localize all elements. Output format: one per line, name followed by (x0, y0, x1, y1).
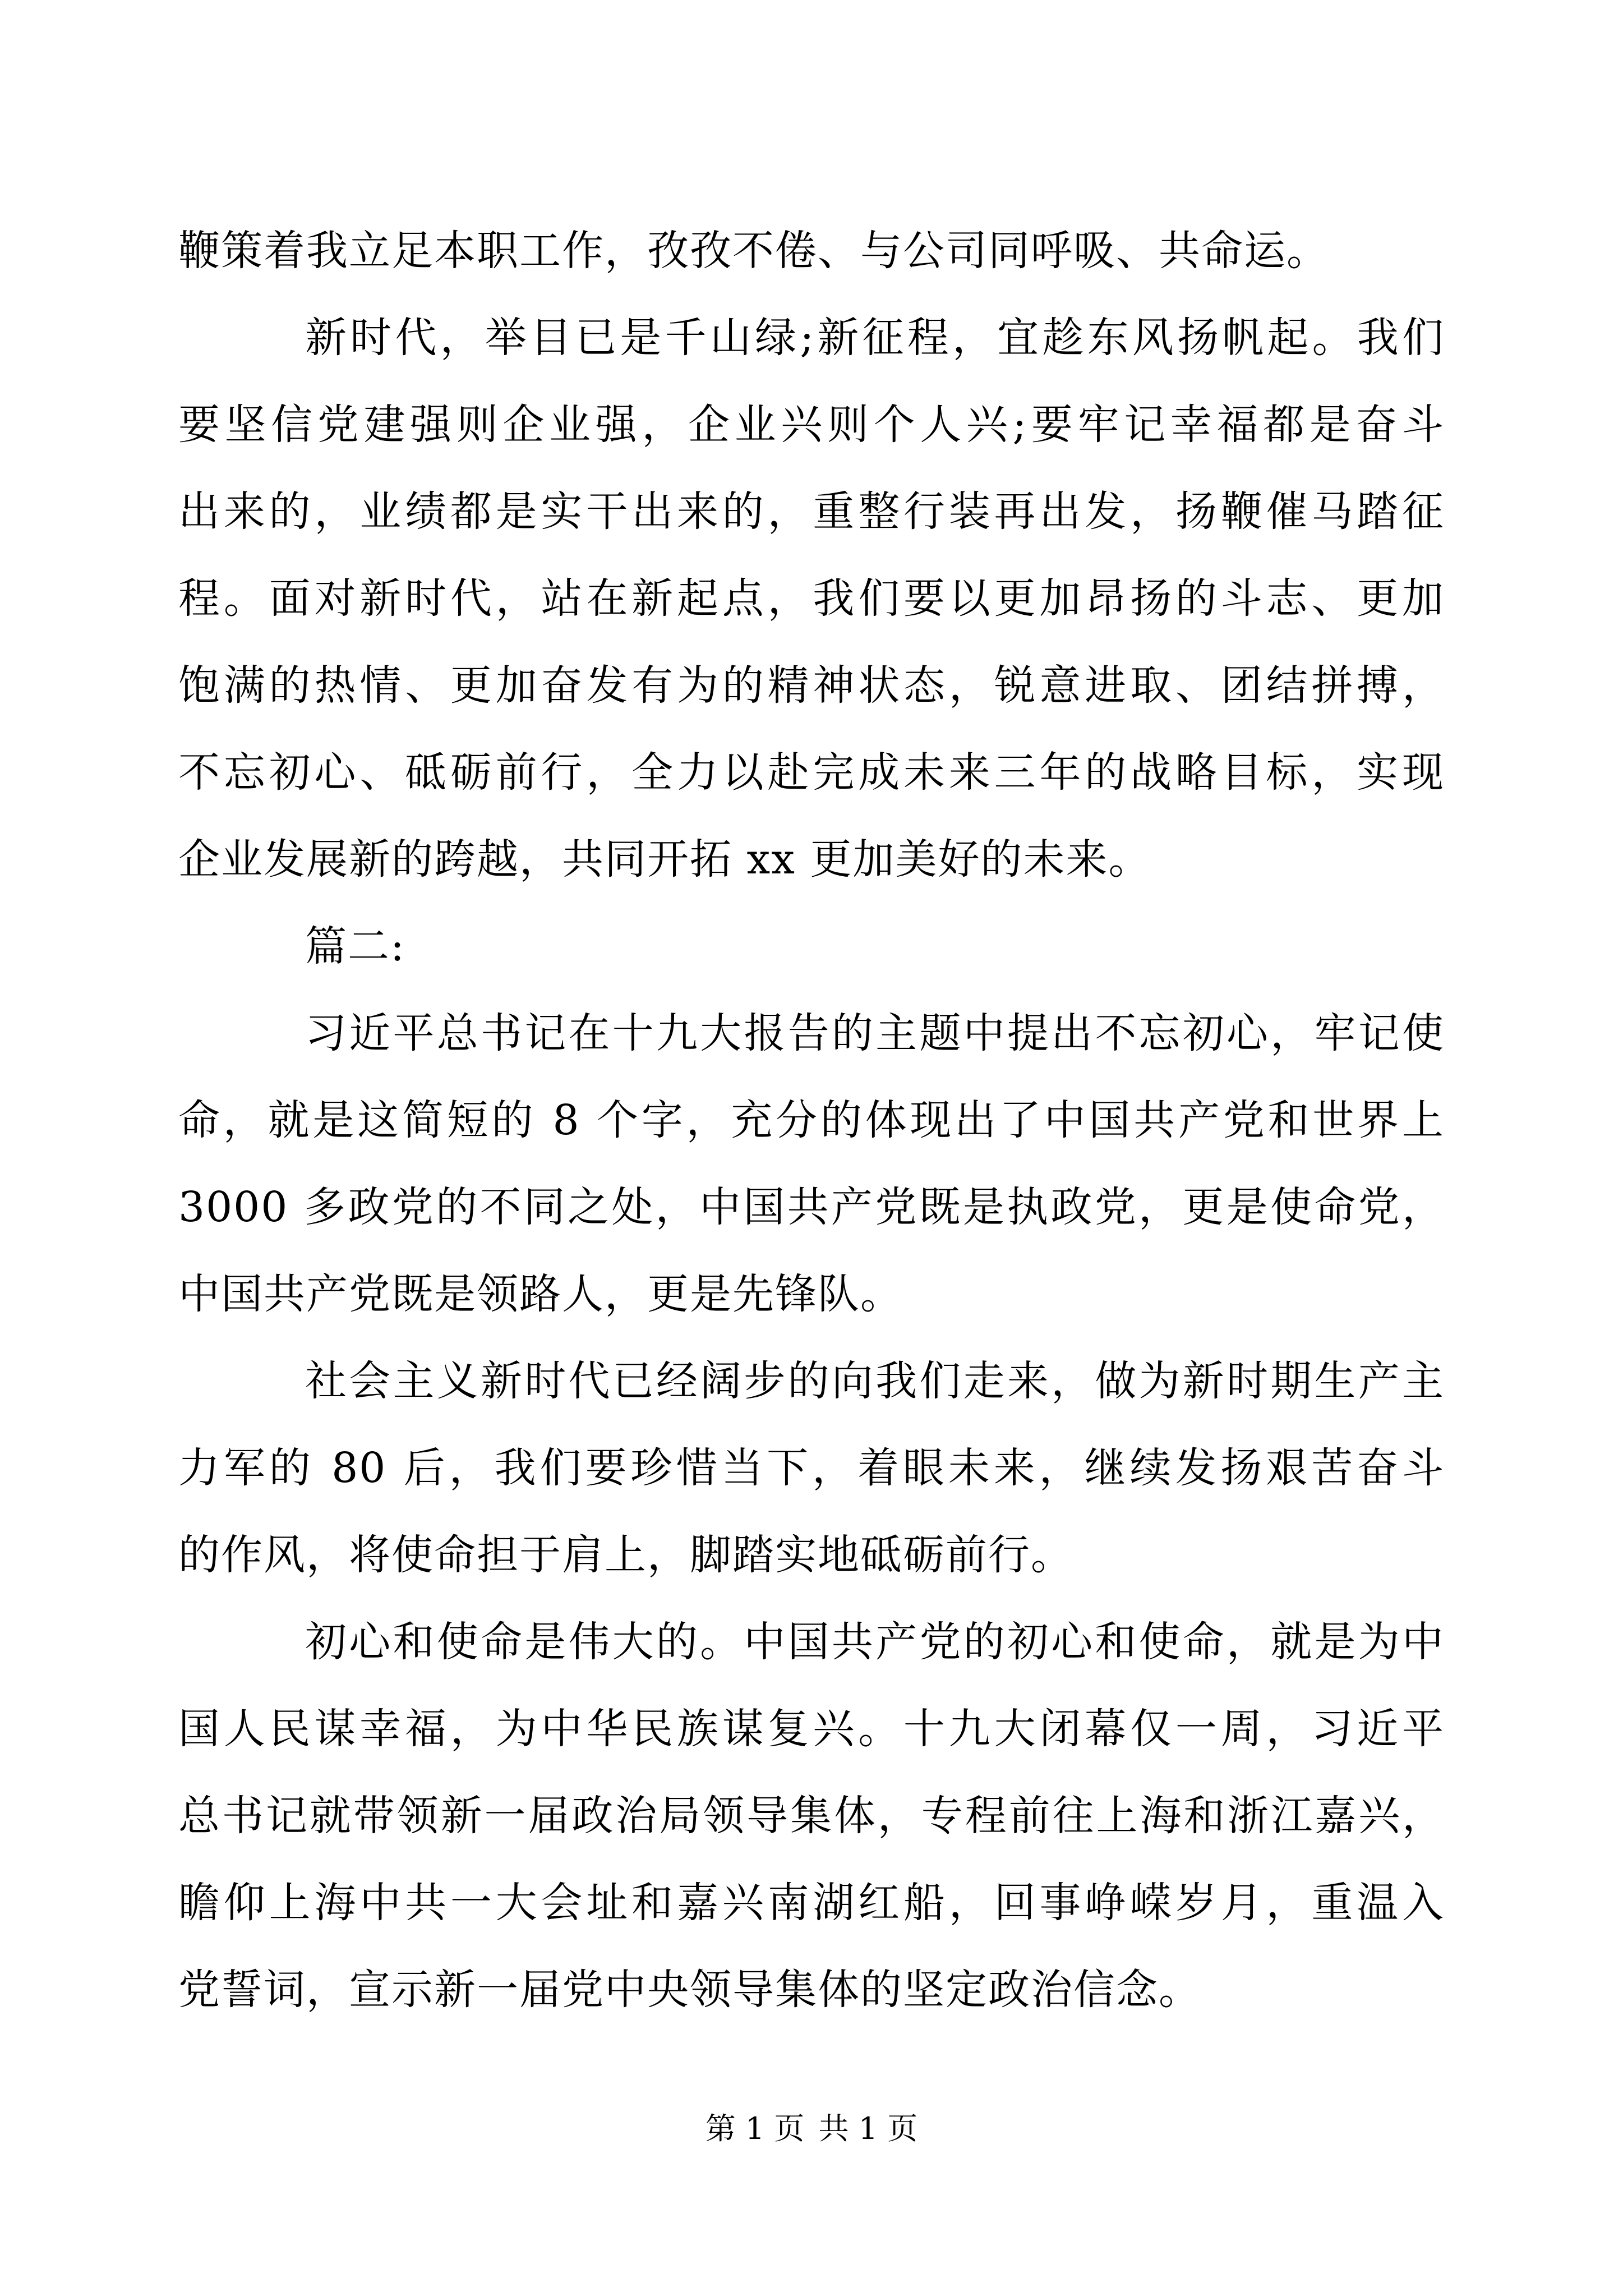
text-line-18: 国人民谋幸福，为中华民族谋复兴。十九大闭幕仅一周，习近平 (178, 1705, 1445, 1753)
text-line-21: 党誓词，宣示新一届党中央领导集体的坚定政治信念。 (178, 1966, 1201, 2014)
section-heading: 篇二: (305, 922, 405, 970)
text-line-16: 的作风，将使命担于肩上，脚踏实地砥砺前行。 (178, 1531, 1073, 1579)
text-line-13: 中国共产党既是领路人，更是先锋队。 (178, 1270, 903, 1318)
text-line-17: 初心和使命是伟大的。中国共产党的初心和使命，就是为中 (305, 1618, 1445, 1666)
page-total: 共 1 页 (818, 2111, 918, 2146)
text-line-15: 力军的 80 后，我们要珍惜当下，着眼未来，继续发扬艰苦奋斗 (178, 1444, 1445, 1492)
page-number: 第 1 页 (705, 2111, 805, 2146)
text-line-2: 新时代，举目已是千山绿;新征程，宜趁东风扬帆起。我们 (305, 314, 1445, 362)
text-line-5: 程。面对新时代，站在新起点，我们要以更加昂扬的斗志、更加 (178, 574, 1445, 623)
text-line-6: 饱满的热情、更加奋发有为的精神状态，锐意进取、团结拼搏， (178, 661, 1445, 710)
text-line-14: 社会主义新时代已经阔步的向我们走来，做为新时期生产主 (305, 1357, 1445, 1405)
text-line-7: 不忘初心、砥砺前行，全力以赴完成未来三年的战略目标，实现 (178, 748, 1445, 797)
text-line-4: 出来的，业绩都是实干出来的，重整行装再出发，扬鞭催马踏征 (178, 487, 1445, 536)
text-line-20: 瞻仰上海中共一大会址和嘉兴南湖红船，回事峥嵘岁月，重温入 (178, 1879, 1445, 1927)
document-body (178, 208, 1445, 2033)
text-line-3: 要坚信党建强则企业强，企业兴则个人兴;要牢记幸福都是奋斗 (178, 401, 1445, 449)
text-line-19: 总书记就带领新一届政治局领导集体，专程前往上海和浙江嘉兴， (178, 1792, 1445, 1840)
text-line-10: 习近平总书记在十九大报告的主题中提出不忘初心，牢记使 (305, 1009, 1445, 1057)
text-line-12: 3000 多政党的不同之处，中国共产党既是执政党，更是使命党， (178, 1183, 1445, 1231)
text-line-8: 企业发展新的跨越，共同开拓 xx 更加美好的未来。 (178, 835, 1151, 884)
text-line-1: 鞭策着我立足本职工作，孜孜不倦、与公司同呼吸、共命运。 (178, 227, 1329, 275)
text-line-11: 命，就是这简短的 8 个字，充分的体现出了中国共产党和世界上 (178, 1096, 1445, 1144)
page-footer (0, 2106, 1623, 2151)
